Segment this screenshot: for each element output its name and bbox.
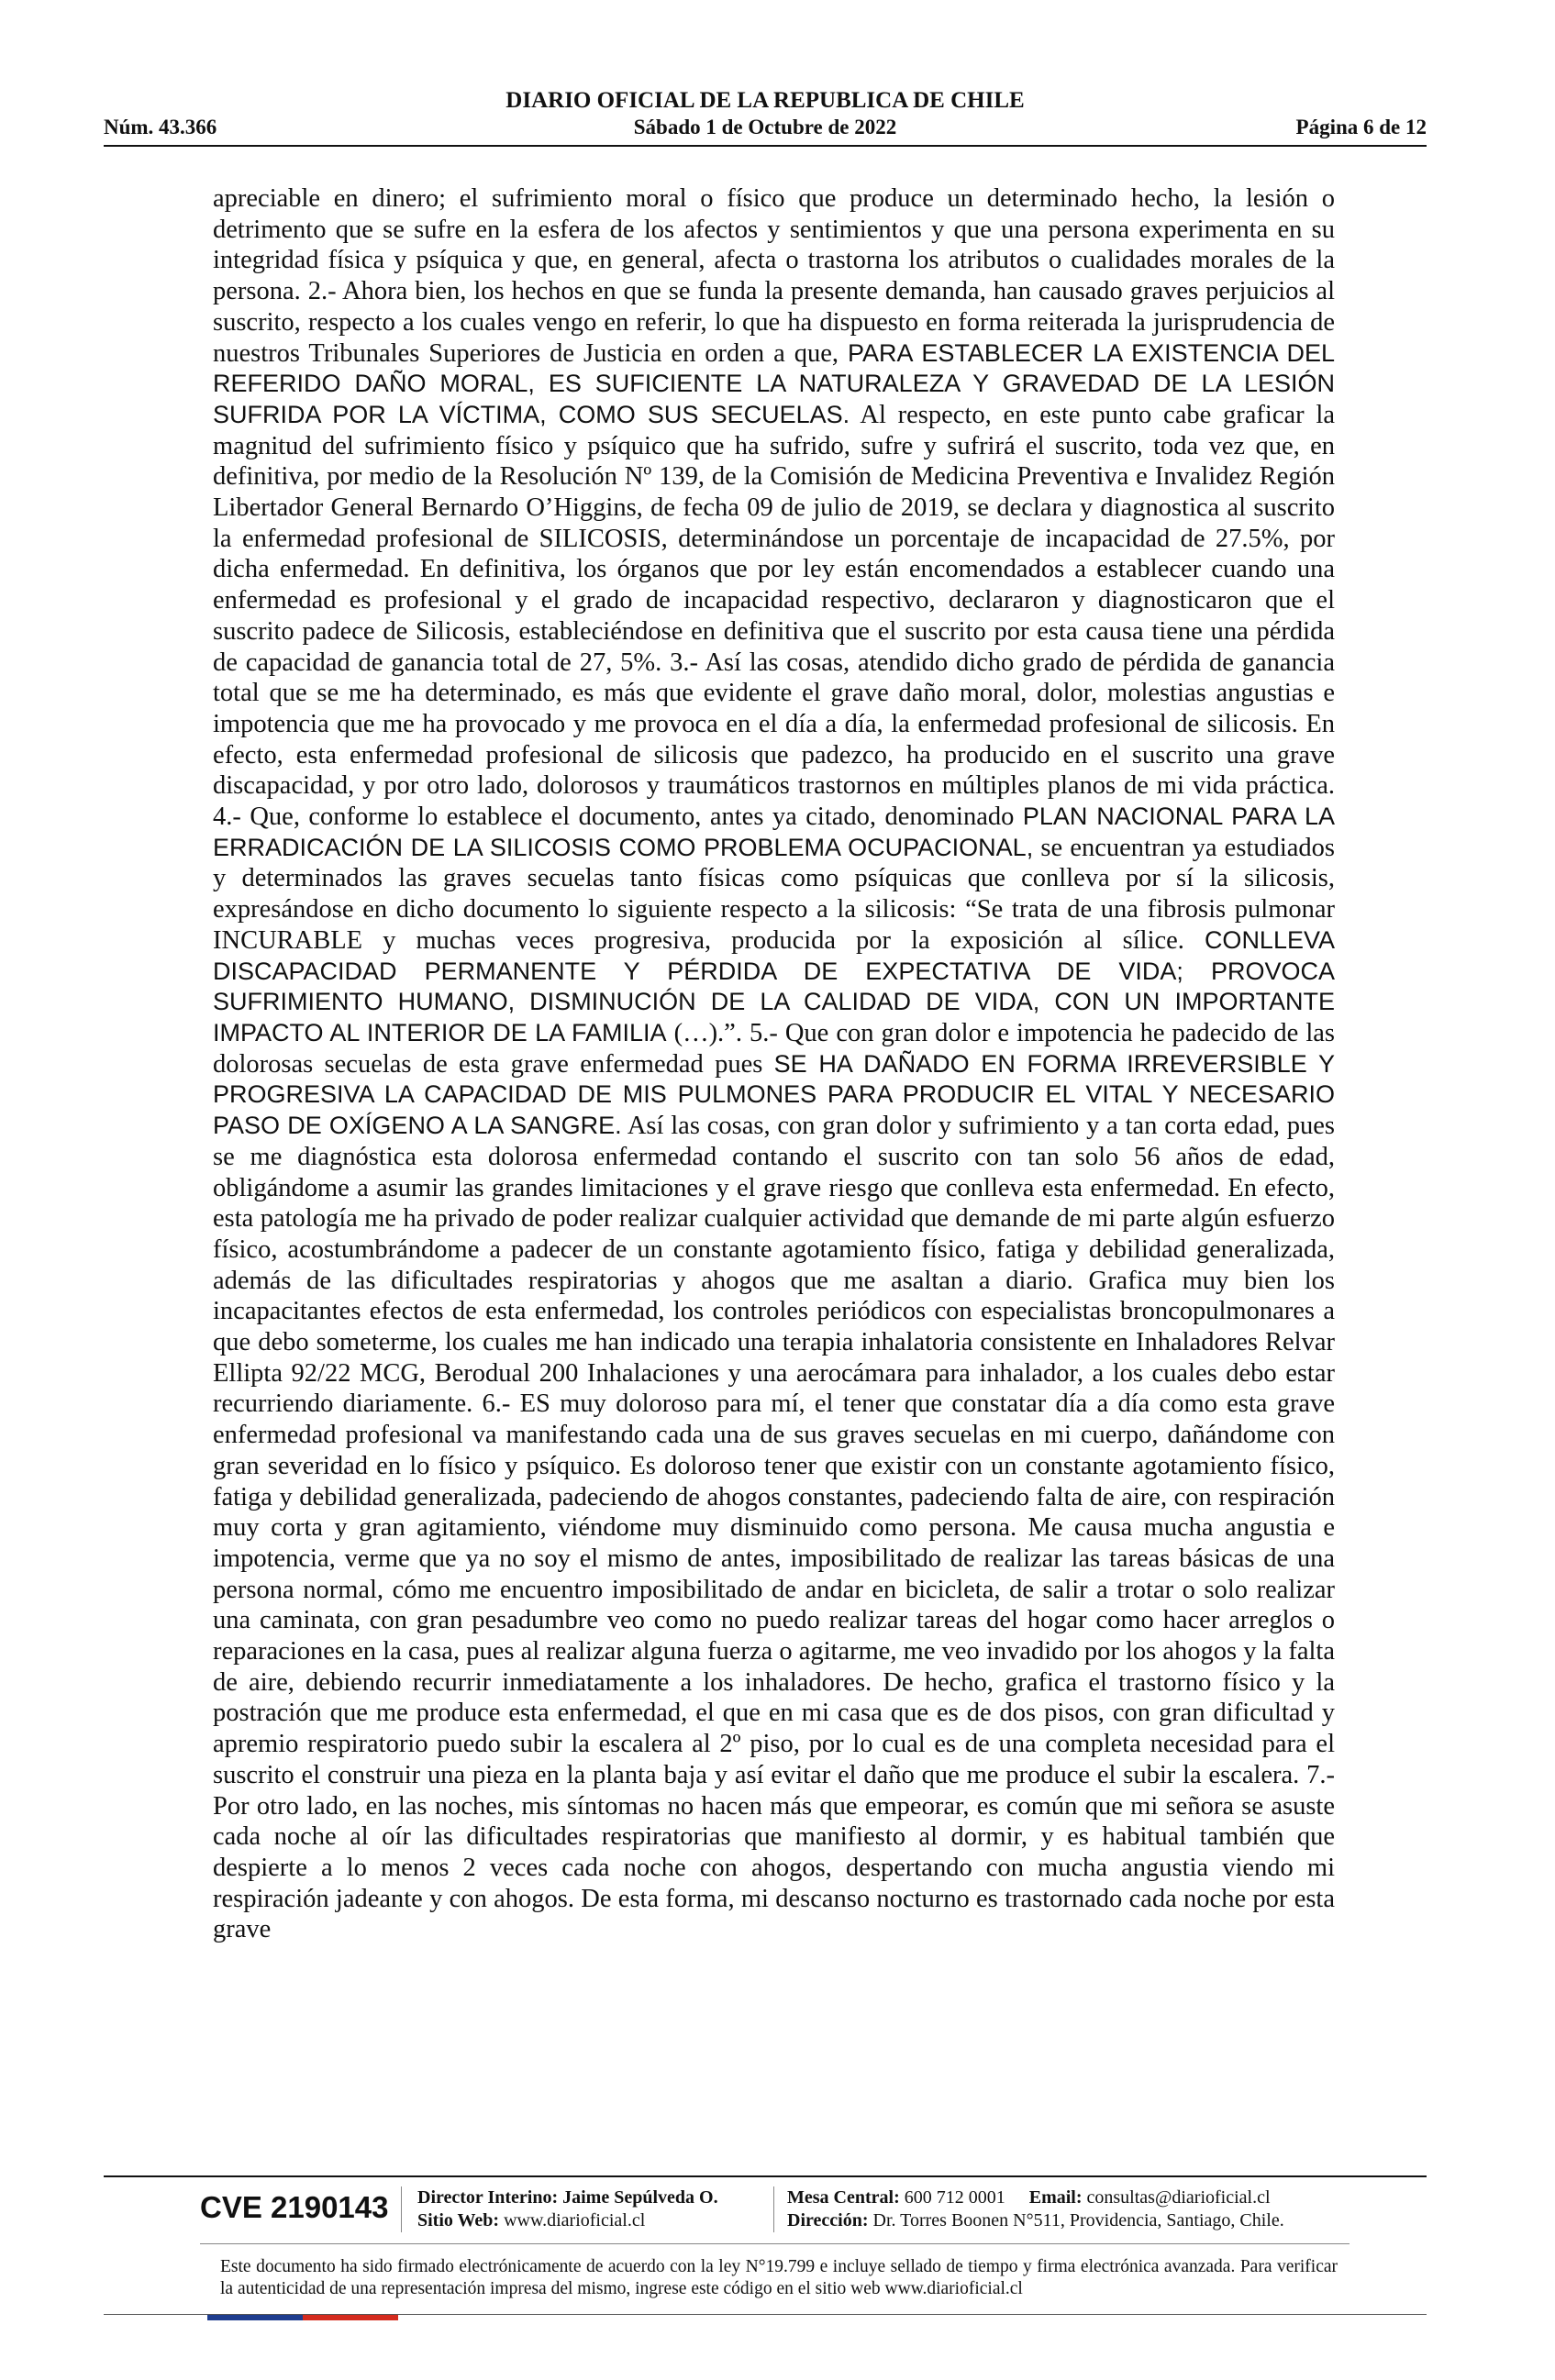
footer-separator: [773, 2186, 774, 2232]
body-text-segment: apreciable en dinero; el sufrimiento moral o físico que produce un determinado hecho, la lesión o detrimento que se sufre en la esfera de los afectos y sentimientos y que una persona experimenta en su integridad física y psíquica y que, en general, afecta o trastorna los atributos o cualidades morales de la persona. 2.- Ahora bien, los hechos en que se funda la presente demanda, han causado graves perjuicios al suscrito, respecto a los cuales vengo en referir, lo que ha dispuesto en forma reiterada la jurisprudencia de nuestros Tribunales Superiores de Justicia en orden a que,: [213, 184, 1335, 368]
phone-number: 600 712 0001: [904, 2187, 1005, 2208]
header-divider: [104, 145, 1427, 147]
body-paragraph: [213, 183, 1335, 1945]
website-link[interactable]: www.diarioficial.cl: [504, 2210, 646, 2231]
publication-title: DIARIO OFICIAL DE LA REPUBLICA DE CHILE: [505, 88, 1025, 113]
address-label: Dirección:: [787, 2210, 869, 2231]
director-label: Director Interino:: [417, 2187, 559, 2208]
body-text-segment: se encuentran ya estudiados y determinados las graves secuelas tanto físicas como psíquicas que conlleva por sí la silicosis, expresándose en dicho documento lo siguiente respecto a la silicosis: “Se trata de una fibrosis pulmonar INCURABLE y muchas veces progresiva, producida por la exposición al sílice.: [213, 833, 1335, 955]
body-caps-segment: PLAN NACIONAL PARA LA ERRADICACIÓN DE LA SILICOSIS COMO PROBLEMA OCUPACIONAL,: [213, 803, 1335, 861]
page-indicator: Página 6 de 12: [1295, 116, 1427, 138]
director-name: Jaime Sepúlveda O.: [562, 2187, 718, 2208]
address-text: Dr. Torres Boonen N°511, Providencia, Santiago, Chile.: [872, 2210, 1284, 2231]
page-header: [104, 88, 1427, 147]
website-label: Sitio Web:: [417, 2210, 500, 2231]
body-text-segment: Así las cosas, con gran dolor y sufrimiento y a tan corta edad, pues se me diagnóstica esta dolorosa enfermedad contando el suscrito con tan solo 56 años de edad, obligándome a asumir las grandes limitaciones y el grave riesgo que conlleva esta enfermedad. En efecto, esta patología me ha privado de poder realizar cualquier actividad que demande de mi parte algún esfuerzo físico, acostumbrándome a padecer de un constante agotamiento físico, fatiga y debilidad generalizada, además de las dificultades respiratorias y ahogos que me asaltan a diario. Grafica muy bien los incapacitantes efectos de esta enfermedad, los controles periódicos con especialistas broncopulmonares a que debo someterme, los cuales me han indicado una terapia inhalatoria consistente en Inhaladores Relvar Ellipta 92/22 MCG, Berodual 200 Inhalaciones y una aerocámara para inhalador, a los cuales debo estar recurriendo diariamente. 6.- ES muy doloroso para mí, el tener que constatar día a día como esta grave enfermedad profesional va manifestando cada una de sus graves secuelas en mi cuerpo, dañándome con gran severidad en lo físico y psíquico. Es doloroso tener que existir con un constante agotamiento físico, fatiga y debilidad generalizada, padeciendo de ahogos constantes, padeciendo falta de aire, con respiración muy corta y gran agitamiento, viéndome muy disminuido como persona. Me causa mucha angustia e impotencia, verme que ya no soy el mismo de antes, imposibilitado de realizar las tareas básicas de una persona normal, cómo me encuentro imposibilitado de andar en bicicleta, de salir a trotar o solo realizar una caminata, con gran pesadumbre veo como no puedo realizar tareas del hogar como hacer arreglos o reparaciones en la casa, pues al realizar alguna fuerza o agitarme, me veo invadido por los ahogos y la falta de aire, debiendo recurrir inmediatamente a los inhaladores. De hecho, grafica el trastorno físico y la postración que me produce esta enfermedad, el que en mi casa que es de dos pisos, con gran dificultad y apremio respiratorio puedo subir la escalera al 2º piso, por lo cual es de una completa necesidad para el suscrito el construir una pieza en la planta baja y así evitar el daño que me produce el subir la escalera. 7.- Por otro lado, en las noches, mis síntomas no hacen más que empeorar, es común que mi señora se asuste cada noche al oír las dificultades respiratorias que manifiesto al dormir, y es habitual también que despierte a lo menos 2 veces cada noche con ahogos, despertando con mucha angustia viendo mi respiración jadeante y con ahogos. De esta forma, mi descanso nocturno es trastornado cada noche por esta grave: [213, 1112, 1335, 1944]
issue-number: Núm. 43.366: [104, 116, 217, 138]
footer-contact-left: [417, 2186, 718, 2232]
body-text-segment: Al respecto, en este punto cabe graficar la magnitud del sufrimiento físico y psíquico que ha sufrido, sufre y sufrirá el suscrito, toda vez que, en definitiva, por medio de la Resolución Nº 139, de la Comisión de Medicina Preventiva e Invalidez Región Libertador General Bernardo O’Higgins, de fecha 09 de julio de 2019, se declara y diagnostica al suscrito la enfermedad profesional de SILICOSIS, determinándose un porcentaje de incapacidad de 27.5%, por dicha enfermedad. En definitiva, los órganos que por ley están encomendados a establecer cuando una enfermedad es profesional y el grado de incapacidad respectivo, declararon y diagnosticaron que el suscrito padece de Silicosis, estableciéndose en definitiva que el suscrito por esta causa tiene una pérdida de capacidad de ganancia total de 27, 5%. 3.- Así las cosas, atendido dicho grado de pérdida de ganancia total que se me ha determinado, es más que evidente el grave daño moral, dolor, molestias angustias e impotencia que me ha provocado y me provoca en el día a día, la enfermedad profesional de silicosis. En efecto, esta enfermedad profesional de silicosis que padezco, ha producido en el suscrito una grave discapacidad, y por otro lado, dolorosos y traumáticos trastornos en múltiples planos de mi vida práctica. 4.- Que, conforme lo establece el documento, antes ya citado, denominado: [213, 400, 1335, 832]
cve-code: CVE 2190143: [200, 2190, 389, 2224]
flag-blue-segment: [207, 2315, 303, 2320]
email-link[interactable]: consultas@diarioficial.cl: [1086, 2187, 1271, 2208]
flag-red-segment: [303, 2315, 398, 2320]
signature-notice: Este documento ha sido firmado electrónicamente de acuerdo con la ley N°19.799 e incluye sellado de tiempo y firma electrónica avanzada. Para verificar la autenticidad de una representación impresa del mismo, ingrese este código en el sitio web www.diarioficial.cl: [220, 2257, 1338, 2298]
footer-divider: [104, 2175, 1427, 2177]
footer-divider: [200, 2243, 1350, 2244]
body-caps-segment: SE HA DAÑADO EN FORMA IRREVERSIBLE Y PROGRESIVA LA CAPACIDAD DE MIS PULMONES PARA PRODUCIR EL VITAL Y NECESARIO PASO DE OXÍGENO A LA SANGRE.: [213, 1049, 1335, 1140]
body-text-segment: (…).”. 5.- Que con gran dolor e impotencia he padecido de las dolorosas secuelas de esta grave enfermedad pues: [213, 1018, 1335, 1079]
footer-contact-right: [787, 2186, 1284, 2232]
footer-separator: [401, 2186, 402, 2232]
issue-date: Sábado 1 de Octubre de 2022: [633, 116, 897, 138]
body-caps-segment: PARA ESTABLECER LA EXISTENCIA DEL REFERIDO DAÑO MORAL, ES SUFICIENTE LA NATURALEZA Y GRAVEDAD DE LA LESIÓN SUFRIDA POR LA VÍCTIMA, COMO SUS SECUELAS.: [213, 338, 1335, 428]
email-label: Email:: [1028, 2187, 1083, 2208]
body-caps-segment: CONLLEVA DISCAPACIDAD PERMANENTE Y PÉRDIDA DE EXPECTATIVA DE VIDA; PROVOCA SUFRIMIENTO HUMANO, DISMINUCIÓN DE LA CALIDAD DE VIDA, CON UN IMPORTANTE IMPACTO AL INTERIOR DE LA FAMILIA: [213, 925, 1335, 1046]
phone-label: Mesa Central:: [787, 2187, 900, 2208]
chile-flag-stripe: [207, 2315, 398, 2320]
